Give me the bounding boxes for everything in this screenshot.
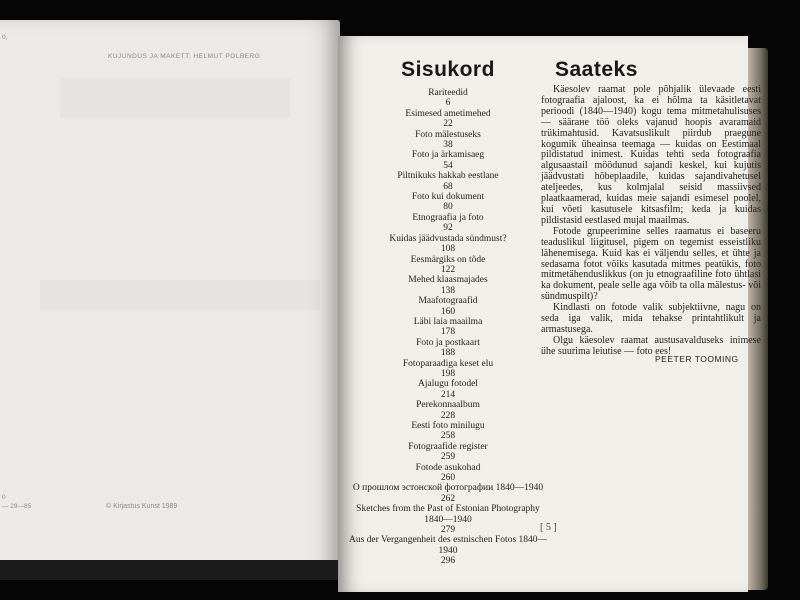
foreword-paragraph: Olgu käesolev raamat austusavalduseks inimese ühe suurima leiutise — foto ees! (541, 334, 761, 357)
toc-entry-title: Foto ja ärkamisaeg (411, 150, 485, 161)
toc-entry-page: 80 (443, 202, 453, 213)
left-margin-note-top: 0, (2, 34, 8, 41)
toc-entry-title: Rariteedid (428, 88, 468, 98)
toc-entry (348, 359, 548, 380)
toc-entry (348, 463, 548, 484)
toc-entry (348, 317, 548, 338)
toc-entry (348, 442, 548, 463)
toc-entry-title: Esimesed ametimehed (405, 108, 491, 119)
foreword-paragraph: Fotode grupeerimine selles raamatus ei baseeru teaduslikul liigitusel, pigem on tegemist esseistliku lähenemisega. Kuid kas ei väljendu selles, et ühte ja sedasama fotot võiks kasutada mitmes peatükis, foto mitmetähenduslikkus (on ju etnograafiline foto ühtlasi ka dokument, peale selle aga võib ta olla mälestus- või sündmuspilt)? (541, 225, 761, 303)
toc-entry-title: Eesti foto minilugu (411, 421, 485, 431)
toc-entry-title: Mehed klaasmajades (408, 275, 488, 286)
toc-entry-page: 138 (440, 285, 456, 296)
toc-entry-page: 214 (440, 389, 456, 400)
toc-entry-page: 258 (440, 431, 456, 442)
foreword-signature: PEETER TOOMING (655, 354, 739, 364)
toc-entry-page: 198 (440, 368, 456, 379)
toc-entry (348, 296, 548, 317)
toc-entry-title: Ajalugu fotodel (418, 379, 478, 390)
toc-entry (348, 255, 548, 276)
toc-entry (348, 400, 548, 421)
toc-entry (348, 150, 548, 171)
toc-entry-title: Läbi laia maailma (413, 316, 483, 327)
toc-entry (348, 171, 548, 192)
design-credit: KUJUNDUS JA MAKETT: HELMUT POLBERG (108, 53, 261, 60)
toc-entry-page: 262 (440, 493, 456, 504)
toc-entry-page: 160 (440, 306, 456, 317)
toc-entry-title: Etnograafia ja foto (412, 212, 484, 223)
foreword-paragraph: Kindlasti on fotode valik subjektiivne, nagu on seda iga valik, mida tehakse printahtlikult ja armastusega. (541, 302, 761, 335)
toc-entry-title: Perekonnaalbum (416, 400, 480, 411)
toc-entry-title: О прошлом эстонской фотографии 1840—1940 (352, 483, 544, 494)
toc-entry-page: 122 (440, 264, 456, 275)
toc-entry (348, 109, 548, 130)
show-through-print (60, 78, 290, 118)
toc-entry (348, 483, 548, 504)
left-margin-note-1: 0 (2, 494, 6, 501)
toc-entry-title: Foto kui dokument (411, 192, 485, 203)
toc-entry-title: Eesmärgiks on tõde (410, 254, 486, 265)
toc-entry (348, 535, 548, 566)
toc-entry (348, 213, 548, 234)
toc-entry-title: Aus der Vergangenheit des estnischen Fotos 1840—1940 (348, 535, 548, 556)
toc-entry-title: Fotode asukohad (415, 462, 481, 473)
toc-entry (348, 338, 548, 359)
page-number: [ 5 ] (540, 522, 557, 533)
toc-entry-page: 259 (440, 452, 456, 463)
toc-entry-page: 68 (443, 181, 453, 192)
left-margin-note-2: — 29—85 (2, 503, 32, 510)
toc-entry-page: 260 (440, 473, 456, 484)
foreword-title: Saateks (555, 58, 638, 81)
toc-entry-page: 54 (443, 160, 453, 171)
toc-entry-title: Kuidas jäädvustada sündmust? (389, 233, 507, 244)
foreword-text (541, 85, 761, 358)
toc-entry-page: 108 (440, 244, 456, 255)
foreword-paragraph: Käesolev raamat pole põhjalik ülevaade eesti fotograafia ajaloost, ka ei hõlma ta käsitletavat perioodi (1840—1940) kogu tema mitmetahulisuses — sääraне töö oleks vajanud hoopis avaramaid trükimahtusid. Kavatsuslikult piirdub praegune kogumik üheainsa teemaga — kuidas on Eestimaal pildistatud inimest. Kuidas tehti seda fotograafia algusaastail möödunud sajandi keskel, kui kujutis jäädvustati hõbeplaadile, kuidas sajandivahetusel ateljeedes, kus kolmjalal seisid massiivsed plaatkaamerad, kuidas meie sajandi esimesel poolel, kui võeti kasutusele kitsasfilm; keda ja kuidas pildistasid eestlased mujal maailmas. (541, 84, 761, 226)
toc-entry-title: Maafotograafid (418, 296, 478, 307)
toc-entry-title: Fotoparaadiga keset elu (402, 358, 494, 369)
toc-entry-title: Foto mälestuseks (415, 129, 481, 140)
book-cover-edge (0, 560, 340, 580)
toc-entry-page: 6 (445, 98, 451, 109)
toc-entry-page: 296 (440, 556, 456, 567)
toc-entry-page: 279 (440, 525, 456, 536)
toc-entry-title: Foto ja postkaart (416, 337, 480, 348)
toc-entry-title: Fotograafide register (408, 441, 488, 452)
toc-entry-page: 92 (443, 223, 453, 234)
toc-entry (348, 504, 548, 535)
toc-entry-page: 22 (443, 119, 453, 130)
toc-entry (348, 192, 548, 213)
toc-entry-title: Sketches from the Past of Estonian Photography 1840—1940 (356, 504, 540, 525)
toc-list (348, 88, 548, 567)
toc-entry-title: Piltnikuks hakkab eestlane (397, 171, 499, 182)
toc-entry (348, 130, 548, 151)
toc-entry (348, 234, 548, 255)
toc-entry-page: 188 (440, 348, 456, 359)
toc-entry-page: 178 (440, 327, 456, 338)
copyright-line: © Kirjastus Kunst 1989 (106, 503, 178, 510)
toc-entry (348, 421, 548, 442)
toc-entry-page: 38 (443, 140, 453, 151)
toc-title: Sisukord (401, 58, 495, 81)
show-through-print-2 (40, 280, 320, 310)
toc-entry (348, 379, 548, 400)
toc-entry (348, 88, 548, 109)
toc-entry-page: 228 (440, 410, 456, 421)
toc-entry (348, 275, 548, 296)
